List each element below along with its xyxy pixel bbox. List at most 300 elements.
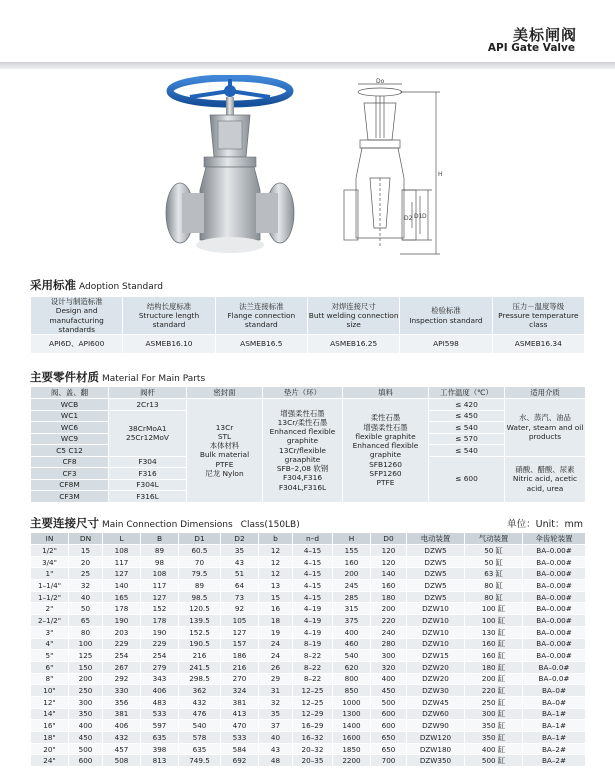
table-row (31, 708, 586, 720)
table-cell: 620 (333, 661, 371, 673)
header-band (0, 62, 615, 69)
table-cell: 200 (333, 568, 371, 580)
table-cell: 4–15 (293, 556, 333, 568)
table-cell: 80 缸 (465, 580, 523, 592)
table-cell: 2" (31, 603, 69, 615)
table-cell: DZW5 (407, 556, 465, 568)
table-cell: CF8 (31, 456, 109, 468)
header-cell: b (259, 533, 293, 545)
table-cell: 270 (221, 673, 259, 685)
table-cell: 48 (259, 755, 293, 767)
table-cell: 229 (141, 638, 179, 650)
table-cell: 292 (103, 673, 141, 685)
table-cell: 400 (333, 626, 371, 638)
table-cell: 40 (69, 591, 103, 603)
table-cell: 180 缸 (465, 661, 523, 673)
gasket-cell: 增强柔性石墨 13Cr/柔性石墨 Enhanced flexible graphite 13Cr/flexible graaphite SFB–2,08 软钢 F304,F316 F304L,F316L (263, 399, 343, 503)
table-cell: 190 (103, 615, 141, 627)
table-cell: DZW350 (407, 755, 465, 767)
header-cell: 适用介质 (505, 387, 586, 399)
table-cell: 105 (221, 615, 259, 627)
table-cell: 65 (69, 615, 103, 627)
table-cell: 381 (221, 696, 259, 708)
table-row (31, 556, 586, 568)
table-cell: DZW20 (407, 661, 465, 673)
table-cell: 150 (69, 661, 103, 673)
table-cell: 350 缸 (465, 720, 523, 732)
table-cell: 2Cr13 (109, 399, 187, 411)
table-cell: 800 (333, 673, 371, 685)
table-cell: 100 (69, 638, 103, 650)
table-cell: WC6 (31, 422, 109, 434)
table-cell: 6" (31, 661, 69, 673)
table-cell: 32 (69, 580, 103, 592)
table-cell: 16" (31, 720, 69, 732)
table-cell: 200 (371, 603, 407, 615)
header-cell: 填料 (343, 387, 429, 399)
table-cell: 200 (69, 673, 103, 685)
table-cell: WC1 (31, 410, 109, 422)
table-cell: 375 (333, 615, 371, 627)
table-cell: 4–19 (293, 626, 333, 638)
header-cell: D1 (179, 533, 221, 545)
label-h: H (438, 171, 443, 178)
table-cell: 152 (141, 603, 179, 615)
adoption-standard-table (30, 296, 585, 354)
table-cell: 3" (31, 626, 69, 638)
table-cell: 330 (103, 685, 141, 697)
table-cell: API598 (400, 335, 492, 354)
table-cell: 650 (371, 732, 407, 744)
table-cell: 50 缸 (465, 556, 523, 568)
table-cell: ASMEB16.5 (215, 335, 307, 354)
header-cell: IN (31, 533, 69, 545)
table-cell: 540 (333, 650, 371, 662)
table-cell: 350 (69, 708, 103, 720)
table-cell: 8–22 (293, 661, 333, 673)
table-row (31, 568, 586, 580)
table-cell: 16 (259, 603, 293, 615)
table-cell: 280 (371, 638, 407, 650)
header-cell: 对焊连接尺寸 Butt welding connection size (307, 297, 399, 335)
table-cell: 100 缸 (465, 615, 523, 627)
table-cell: 4–15 (293, 545, 333, 557)
table-row (31, 720, 586, 732)
table-cell: ≤ 420 (429, 399, 505, 411)
table-cell: ASMEB16.34 (492, 335, 584, 354)
table-cell: 1000 (333, 696, 371, 708)
table-cell: 3/4" (31, 556, 69, 568)
table-cell: 398 (141, 743, 179, 755)
table-cell: 470 (221, 720, 259, 732)
table-row (31, 650, 586, 662)
table-cell: 220 (371, 615, 407, 627)
table-cell: 600 (69, 755, 103, 767)
table-cell: 216 (221, 661, 259, 673)
table-cell: 165 (103, 591, 141, 603)
table-cell: 220 缸 (465, 685, 523, 697)
table-cell: ASMEB16.10 (123, 335, 215, 354)
table-cell: 50 缸 (465, 545, 523, 557)
table-cell: 160 (333, 556, 371, 568)
table-cell: 18 (259, 615, 293, 627)
table-cell: 92 (221, 603, 259, 615)
page-title-en: API Gate Valve (487, 42, 575, 54)
table-cell: ≤ 540 (429, 422, 505, 434)
table-cell: 320 (371, 661, 407, 673)
table-cell: 597 (141, 720, 179, 732)
table-cell: 108 (141, 568, 179, 580)
table-cell: 16–29 (293, 720, 333, 732)
table-cell: 1300 (333, 708, 371, 720)
table-cell: 450 (371, 685, 407, 697)
table-cell: BA–0.0# (523, 673, 586, 685)
table-cell: 850 (333, 685, 371, 697)
table-cell: 8" (31, 673, 69, 685)
table-cell: 70 (179, 556, 221, 568)
table-cell: 79.5 (179, 568, 221, 580)
table-cell: 362 (179, 685, 221, 697)
table-cell: 125 (69, 650, 103, 662)
table-cell: 120 (371, 556, 407, 568)
table-cell: 1/2" (31, 545, 69, 557)
header-cell: H (333, 533, 371, 545)
table-cell: 15 (69, 545, 103, 557)
table-row (31, 626, 586, 638)
table-row (31, 755, 586, 767)
table-cell: BA–0.0# (523, 661, 586, 673)
table-cell: 14" (31, 708, 69, 720)
table-row (31, 580, 586, 592)
header-cell: D0 (371, 533, 407, 545)
label-d: D (422, 213, 427, 220)
table-row (31, 545, 586, 557)
table-cell: 600 (371, 720, 407, 732)
table-cell: BA–0.00# (523, 580, 586, 592)
table-cell: DZW90 (407, 720, 465, 732)
table-cell: 460 (333, 638, 371, 650)
label-d2: D2 (404, 215, 413, 222)
table-cell: BA–0.00# (523, 568, 586, 580)
table-cell: 406 (103, 720, 141, 732)
table-cell: 178 (103, 603, 141, 615)
table-cell: DZW30 (407, 685, 465, 697)
table-cell: ≤ 540 (429, 445, 505, 457)
header-cell: DN (69, 533, 103, 545)
table-cell: 20–35 (293, 755, 333, 767)
table-cell: BA–0.00# (523, 603, 586, 615)
table-cell: ≤ 570 (429, 433, 505, 445)
table-cell: 4–19 (293, 603, 333, 615)
table-cell: 324 (221, 685, 259, 697)
table-cell: CF8M (31, 479, 109, 491)
table-cell: 117 (141, 580, 179, 592)
table-cell: 635 (141, 732, 179, 744)
table-cell: 12 (259, 568, 293, 580)
table-cell: 127 (103, 568, 141, 580)
table-cell: DZW60 (407, 708, 465, 720)
table-cell: F316 (109, 468, 187, 480)
table-cell: 24" (31, 755, 69, 767)
header-cell: 伞齿轮装置 (523, 533, 586, 545)
table-cell: BA–0.00# (523, 556, 586, 568)
table-cell: 127 (221, 626, 259, 638)
table-cell: 250 缸 (465, 696, 523, 708)
table-row (31, 661, 586, 673)
table-cell: 413 (221, 708, 259, 720)
table-cell: 285 (333, 591, 371, 603)
table-cell: 19 (259, 626, 293, 638)
table-cell: 381 (103, 708, 141, 720)
header-cell: 检验标准 Inspection standard (400, 297, 492, 335)
table-cell: 13 (259, 580, 293, 592)
table-cell: 12–29 (293, 708, 333, 720)
table-cell: 500 缸 (465, 755, 523, 767)
table-cell: BA–0.00# (523, 615, 586, 627)
table-cell: 43 (259, 743, 293, 755)
table-cell: 356 (103, 696, 141, 708)
table-cell: 540 (179, 720, 221, 732)
table-cell: DZW10 (407, 615, 465, 627)
table-row (31, 615, 586, 627)
table-row (31, 732, 586, 744)
table-cell: ASMEB16.25 (307, 335, 399, 354)
table-cell: 35 (259, 708, 293, 720)
table-cell: 229 (103, 638, 141, 650)
table-cell: DZW5 (407, 580, 465, 592)
table-cell: 60.5 (179, 545, 221, 557)
header-cell: B (141, 533, 179, 545)
table-cell: WCB (31, 399, 109, 411)
table-cell: BA–0.00# (523, 591, 586, 603)
table-cell: 1" (31, 568, 69, 580)
header-cell: 气动装置 (465, 533, 523, 545)
table-row (31, 335, 585, 354)
table-cell: 130 缸 (465, 626, 523, 638)
table-cell: 400 (371, 673, 407, 685)
materials-table (30, 386, 586, 503)
table-row (31, 696, 586, 708)
table-cell: DZW5 (407, 545, 465, 557)
table-cell: 152.5 (179, 626, 221, 638)
table-cell: 476 (179, 708, 221, 720)
gate-valve-photo (160, 75, 300, 265)
table-cell: BA–0# (523, 696, 586, 708)
media-cell: 水、蒸汽、油品 Water, steam and oil products (505, 399, 586, 457)
table-cell: 139.5 (179, 615, 221, 627)
table-cell: 155 (333, 545, 371, 557)
table-row (31, 673, 586, 685)
header-cell: 压力－温度等级 Pressure temperature class (492, 297, 584, 335)
table-cell: 50 (69, 603, 103, 615)
table-cell: 20 (69, 556, 103, 568)
table-row (31, 387, 586, 399)
table-cell: 4–15 (293, 591, 333, 603)
table-cell: DZW10 (407, 638, 465, 650)
table-cell: 300 (371, 650, 407, 662)
table-cell: 89 (179, 580, 221, 592)
table-cell: 63 缸 (465, 568, 523, 580)
table-cell: 350 缸 (465, 732, 523, 744)
header-cell: 垫片（环） (263, 387, 343, 399)
table-cell: ≤ 600 (429, 456, 505, 502)
table-cell: BA–1# (523, 732, 586, 744)
table-cell: 298.5 (179, 673, 221, 685)
table-cell: 8–22 (293, 673, 333, 685)
table-cell: 15 (259, 591, 293, 603)
table-cell: 178 (141, 615, 179, 627)
header-cell: 设计与制造标准 Design and manufacturing standards (31, 297, 123, 335)
table-cell: 25 (69, 568, 103, 580)
table-cell: CF3M (31, 491, 109, 503)
table-cell: 267 (103, 661, 141, 673)
table-cell: DZW45 (407, 696, 465, 708)
materials-heading: 主要零件材质 Material For Main Parts (30, 370, 206, 384)
table-cell: BA–2# (523, 755, 586, 767)
table-cell: 186 (221, 650, 259, 662)
table-cell: 190.5 (179, 638, 221, 650)
table-cell: 749.5 (179, 755, 221, 767)
table-cell: 700 (371, 755, 407, 767)
table-cell: 26 (259, 661, 293, 673)
table-cell: 1–1/2" (31, 591, 69, 603)
header-cell: 工作温度（℃） (429, 387, 505, 399)
table-cell: 692 (221, 755, 259, 767)
table-cell: 10" (31, 685, 69, 697)
table-cell: BA–1# (523, 720, 586, 732)
table-cell: 160 缸 (465, 650, 523, 662)
table-cell: 254 (141, 650, 179, 662)
table-cell: 4–19 (293, 615, 333, 627)
table-cell: 160 (371, 580, 407, 592)
table-cell: 343 (141, 673, 179, 685)
table-cell: 98.5 (179, 591, 221, 603)
table-cell: 190 (141, 626, 179, 638)
table-cell: 120 (371, 545, 407, 557)
table-cell: DZW5 (407, 591, 465, 603)
table-cell: 533 (221, 732, 259, 744)
unit-label: 单位：Unit：mm (507, 519, 583, 530)
table-row (31, 743, 586, 755)
adoption-heading: 采用标准 Adoption Standard (30, 278, 163, 292)
table-cell: 31 (259, 685, 293, 697)
packing-cell: 柔性石墨 增强柔性石墨 flexible graphite Enhanced flexible graphite SFB1260 SFP1260 PTFE (343, 399, 429, 503)
table-cell: 250 (69, 685, 103, 697)
table-cell: 300 缸 (465, 708, 523, 720)
table-cell: 578 (179, 732, 221, 744)
label-d1: D1 (414, 213, 423, 220)
table-cell: 12 (259, 545, 293, 557)
table-cell: 813 (141, 755, 179, 767)
table-cell: 20–32 (293, 743, 333, 755)
table-header-row (31, 533, 586, 545)
header-cell: 密封面 (187, 387, 263, 399)
table-row (31, 297, 585, 335)
table-cell: 40 (259, 732, 293, 744)
table-cell: 508 (103, 755, 141, 767)
table-cell: 650 (371, 743, 407, 755)
table-cell: 8–19 (293, 638, 333, 650)
table-cell: 160 缸 (465, 638, 523, 650)
header-cell: 电动装置 (407, 533, 465, 545)
table-cell: WC9 (31, 433, 109, 445)
table-cell: 1850 (333, 743, 371, 755)
table-cell: 20" (31, 743, 69, 755)
table-cell: 24 (259, 638, 293, 650)
table-cell: 203 (103, 626, 141, 638)
header-cell: 结构长度标准 Structure length standard (123, 297, 215, 335)
table-cell: 12" (31, 696, 69, 708)
table-cell: 140 (103, 580, 141, 592)
table-cell: 64 (221, 580, 259, 592)
table-cell: 180 (371, 591, 407, 603)
table-cell: 80 缸 (465, 591, 523, 603)
table-cell: 1–1/4" (31, 580, 69, 592)
table-cell: 12–25 (293, 685, 333, 697)
table-cell: 600 (371, 708, 407, 720)
table-cell: 140 (371, 568, 407, 580)
table-cell: 51 (221, 568, 259, 580)
table-cell: 4–15 (293, 568, 333, 580)
table-cell: 279 (141, 661, 179, 673)
table-cell: 117 (103, 556, 141, 568)
dimensions-table (30, 532, 586, 767)
table-cell: 584 (221, 743, 259, 755)
table-row (31, 399, 586, 411)
table-cell: 98 (141, 556, 179, 568)
header-cell: n–d (293, 533, 333, 545)
table-cell: F304 (109, 456, 187, 468)
table-cell: 4–15 (293, 580, 333, 592)
table-cell: 533 (141, 708, 179, 720)
table-cell: DZW15 (407, 650, 465, 662)
table-cell: 240 (371, 626, 407, 638)
table-cell: 1600 (333, 732, 371, 744)
table-cell: C5 C12 (31, 445, 109, 457)
table-row (31, 638, 586, 650)
table-cell: 32 (259, 696, 293, 708)
table-cell: 400 (69, 720, 103, 732)
table-cell: 43 (221, 556, 259, 568)
table-cell: 432 (179, 696, 221, 708)
table-cell: DZW10 (407, 603, 465, 615)
table-cell: 216 (179, 650, 221, 662)
table-cell: DZW180 (407, 743, 465, 755)
table-cell: 37 (259, 720, 293, 732)
table-row (31, 591, 586, 603)
table-cell: 18" (31, 732, 69, 744)
table-cell: BA–0# (523, 685, 586, 697)
table-cell: 300 (69, 696, 103, 708)
table-cell: 16–32 (293, 732, 333, 744)
table-cell: BA–0.00# (523, 545, 586, 557)
dimensions-heading: 主要连接尺寸 Main Connection Dimensions Class(150LB) (30, 516, 300, 530)
table-cell: 635 (179, 743, 221, 755)
table-cell: 100 缸 (465, 603, 523, 615)
table-cell: F316L (109, 491, 187, 503)
table-cell: 157 (221, 638, 259, 650)
page-header (0, 0, 615, 70)
header-cell: L (103, 533, 141, 545)
table-row (31, 685, 586, 697)
table-cell: 29 (259, 673, 293, 685)
table-row (31, 603, 586, 615)
table-cell: 12 (259, 556, 293, 568)
table-cell: 450 (69, 732, 103, 744)
table-cell: CF3 (31, 468, 109, 480)
header-cell: 法兰连接标准 Flange connection standard (215, 297, 307, 335)
table-cell: BA–0.00# (523, 638, 586, 650)
